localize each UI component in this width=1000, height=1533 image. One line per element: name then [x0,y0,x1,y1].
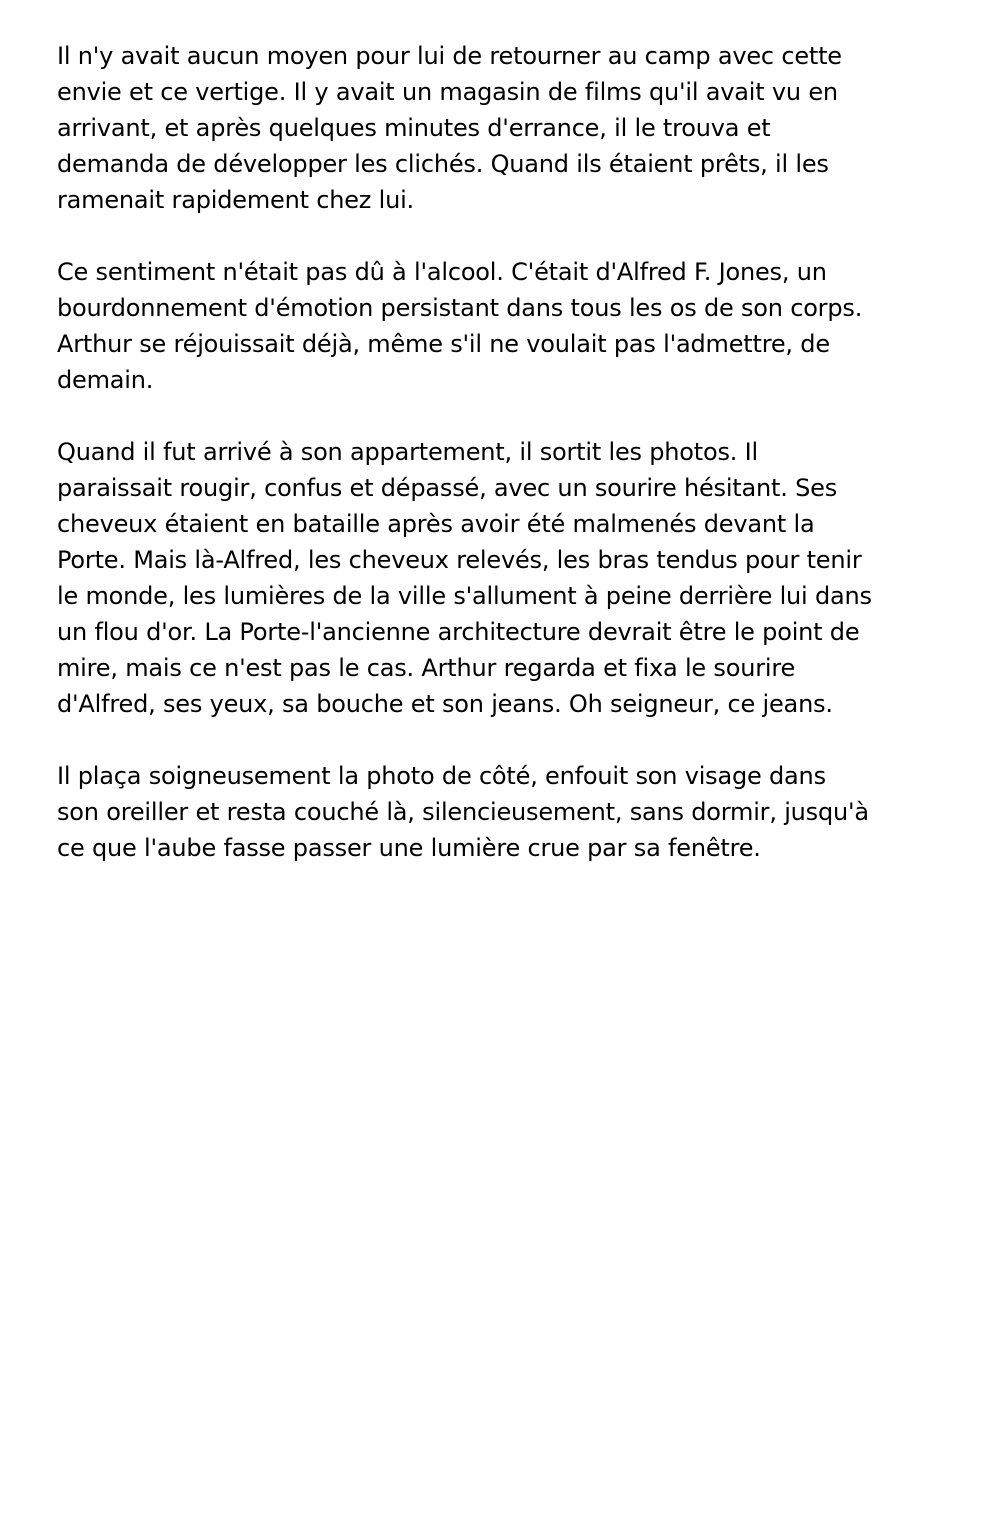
paragraph-3: Quand il fut arrivé à son appartement, il sortit les photos. Il paraissait rougir, confus et dépassé, avec un sourire hésitant. Ses cheveux étaient en bataille après avoir été malmenés devant la Porte. Mais là-Alfred, les cheveux relevés, les bras tendus pour tenir le monde, les lumières de la ville s'allument à peine derrière lui dans un flou d'or. La Porte-l'ancienne architecture devrait être le point de mire, mais ce n'est pas le cas. Arthur regarda et fixa le sourire d'Alfred, ses yeux, sa bouche et son jeans. Oh seigneur, ce jeans. [57,438,872,718]
paragraph-1: Il n'y avait aucun moyen pour lui de retourner au camp avec cette envie et ce vertige. Il y avait un magasin de films qu'il avait vu en arrivant, et après quelques minutes d'errance, il le trouva et demanda de développer les clichés. Quand ils étaient prêts, il les ramenait rapidement chez lui. [57,42,842,214]
paragraph-2: Ce sentiment n'était pas dû à l'alcool. C'était d'Alfred F. Jones, un bourdonnement d'émotion persistant dans tous les os de son corps. Arthur se réjouissait déjà, même s'il ne voulait pas l'admettre, de demain. [57,258,863,394]
text-body [57,38,952,866]
paragraph-4: Il plaça soigneusement la photo de côté, enfouit son visage dans son oreiller et resta couché là, silencieusement, sans dormir, jusqu'à ce que l'aube fasse passer une lumière crue par sa fenêtre. [57,762,869,862]
